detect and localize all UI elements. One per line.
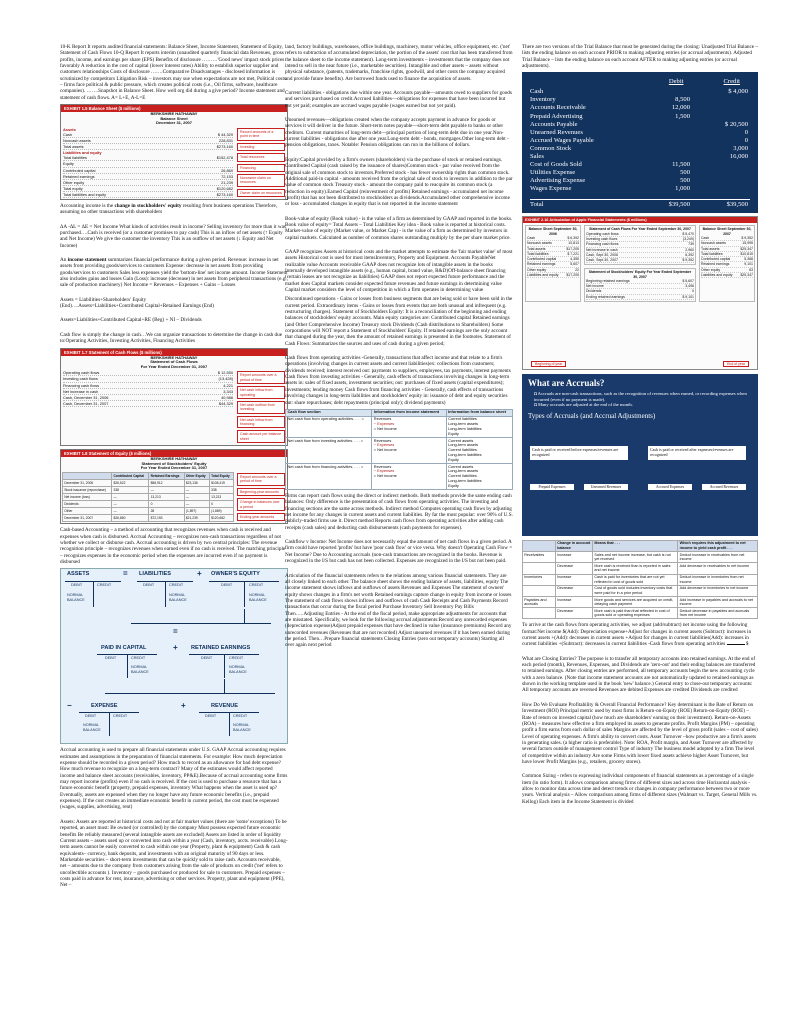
exhibit-note: Beginning-year amounts — [237, 488, 285, 496]
equity-table: Contributed Capital Retained Earnings Other Equity Total Equity December 31, 2006 $26,522 $58,912 $23,136 $108,419 Stock issuance (repurchase) 338 — — 338 Net income (loss) — 13,213 — 13,213 Dividends — 0 — 0 Other — 28 (1,897) (1,869) December 31, 2007 $26,860 $72,153 $21,239 $120,682 — [62, 472, 234, 522]
exhibit-row: Equity — [63, 161, 233, 167]
exhibit-row: Retained earnings 5,607 — [527, 262, 579, 267]
equity-paragraph: Equity:Capital provided by a firm's owners (shareholders) via the purchase of stock or retained earnings. Contributed Capital (cash raised by the issuance of shares)Common stock - par value received from the original sale of common stock to investors.Preferred stock - has fewer ownership rights than common stock. Additional paid-in capital - amounts received from the original sale of stock to investors in addition to the par value of common stock Treasury stock - amount the company paid to reacquire its common stock (a reduction in equity).Earned Capital (reinvestment of profits) Retained earnings - accumulated net income (profit) that has not been distributed to stockholders as dividends.Accumulated other comprehensive income or loss - accumulated changes in equity that is not reported in the income statement — [285, 156, 513, 208]
cashflow-vs-income-paragraph: Cashflow v Income: Net Income does not necessarily equal the amount of net cash flows in a given period. A firm could have reported 'profits' but have 'poor cash flow' or vice versa. Why doesn't Operating Cash Flow = Net Income? Due to Accounting accruals (non-cash transactions are recognized in the books. Revenue is recognized in the I/S but cash has not been collected. Expenses are recognized in the I/S but not been paid. — [285, 539, 513, 565]
exhibit-row: Liabilities and equity $17,205 — [527, 272, 579, 277]
exhibit-note: Change in balances over a period — [237, 498, 285, 511]
accounting-income-paragraph: Accounting income is the change in stockholders' equity resulting from business operations Therefore, assuming no other transactions with shareholders — [60, 203, 278, 216]
exhibit-row: Cash $ 9,352 — [701, 236, 753, 240]
exhibit-row: Total equity $120,682 — [63, 185, 233, 191]
exhibit-row: Noncash assets 228,831 — [63, 138, 233, 144]
exhibit-row: Cash $ 6,392 — [527, 236, 579, 240]
exhibit-note: Total resources — [237, 153, 285, 161]
discontinued-operations-paragraph: Discontinued operations - Gains or losses from business segments that are being sold or have been sold in the current period. Extraordinary items - Gains or losses from events that are both unusual and infrequent (e.g. restructuring charges). Statement of Stockholders Equity: It is a reconciliation of the beginning and ending balances of stockholders' equity accounts. Main equity categories are: Contributed capital Retained earnings (and Other Comprehensive Income) Treasury stock Dividends (Cash distributions to Shareholders) Some corporations will NOT report a Statement of Stockholders' Equity. If retained earnings are the only account that changed during the year, then the amount of retained earnings is presented in the footnotes. Statement of Cash Flows: Summarizes the sources and uses of cash during a given period; — [285, 296, 513, 347]
adjustments-table: Change in account balance Means that . . . Which requires this adjustment to net income to yield cash profit . . . Receivables Increase Sales and net income increase, but cash is not yet received Deduct increase in receivables from net income Decrease More cash is received than is reported in sales and net income Add decrease in receivables to net income Inventories Increase Cash is paid for inventories that are not yet reflected in cost of goods sold Deduct increase in inventories from net income Decrease Cost of goods sold includes inventory costs that were paid for in a prior period Add decrease in inventories to net income Payables and accruals Increase More goods and services are acquired on credit, delaying cash payment Add increase in payables and accruals to net income Decrease More cash is paid than that reflected in cost of goods sold or operating expenses Deduct decrease in payables and accruals from net income — [522, 540, 758, 620]
table-row: Receivables Increase Sales and net income increase, but cash is not yet received Deduct increase in receivables from net income — [523, 552, 758, 563]
trial-balance-row: Wages Expense 1,000 — [530, 184, 690, 192]
exhibit-row: Total assets $273,160 — [63, 144, 233, 150]
ppe-paragraph: land, factory buildings, warehouses, office buildings, machinery, motor vehicles, office equipment, etc. ('net' refers to subtraction of accumulated depreciation, the portion of the assets' cost that has been transferred from the balance sheet to the income statement). Long-term investments – investments that the company does not intend to sell in the near future (i.e., marketable securities). Intangible and other assets – assets without physical substance, (patents, trademarks, franchise rights, goodwill, and other costs the company acquired and provide future benefits). Are borrowed funds used to finance the acquisition of assets. — [285, 44, 513, 82]
equity-exhibit: EXHIBIT 1.8 Statement of Equity ($ millions) BERKSHIRE HATHAWAY Statement of Stockholders' Equity For Year Ended December 31, 2007 Contributed Capital Retained Earnings Other Equity Total Equity December 31, 2006 $26,522 $58,912 $23,136 $108,419 Stock issuance (repurchase) 338 — — 338 Net income (loss) — 13,213 — 13,213 Dividends — 0 — 0 Other — 28 (1,897) (1,869) December 31, 2007 $26,860 $72,153 $21,239 $120,682 Report amounts over a period of time Beginning-year amounts Change in balances over a period Ending-year amounts — [60, 449, 288, 524]
exhibit-note: Record amounts of a point in time — [237, 128, 285, 141]
book-value-paragraph: Book-value of equity (Book value) - is the value of a firm as determined by GAAP and reported in the books. Book value of equity= Total Assets – Total Liabilities Key idea - Book value is reported at historical costs. Market-value of equity (Market value, or Market Cap) - is the value of a firm as determined by investors in capital markets. Calculated as number of common shares outstanding multiply by the per share market price. — [285, 215, 513, 241]
column-1 — [60, 44, 288, 892]
exhibit-row: Contributed capital 26,860 — [63, 167, 233, 173]
exhibit-row: Net income 3,496 — [586, 284, 694, 289]
trial-balance-row: Unearned Revenues 0 — [530, 128, 748, 136]
cash-flow-paragraph: Cash flow is simply the change in cash…We can organize transactions to determine the change in cash due to:Operating Activities, Investing Activities, Financing Activities — [60, 331, 283, 345]
exhibit-row: Investing cash flows (13,428) — [63, 376, 233, 382]
cash-flow-exhibit: EXHIBIT 1.7 Statement of Cash Flows ($ millions) BERKSHIRE HATHAWAY Statement of Cash Flows For Year Ended December 31, 2007 Operating cash flows $ 12,550 Investing cash flows (13,428) Financing cash flows 4,221 Net increase in cash 3,343 Cash, December 31, 2006 40,986 Cash, December 31, 2007 $44,329 Report amounts over a period of time Net cash inflow from operating Net cash outflow from investing Net cash inflow from financing Cash amount per balance sheet — [60, 348, 288, 447]
exhibit-row: Investing cash flows (3,249) — [586, 237, 694, 241]
net-income-paragraph: ΔA -ΔL = ΔE = Net Income What kinds of activities result in income? Selling inventory for more than it was purchased….Cash is received (or a customer promises to pay cash) This is an inflow of net assets (↑ Equity and Net Income) We give the customer the inventory This is an outflow of net assets (↓ Equity and Net Income) — [60, 223, 286, 249]
exhibit-notes — [235, 126, 287, 199]
trial-balance-row: Common Stock 3,000 — [530, 144, 748, 152]
balance-sheet-exhibit: EXHIBIT 1.5 Balance Sheet ($ millions) BERKSHIRE HATHAWAY Balance Sheet December 31, 2007 Assets Cash $ 44,329 Noncash assets 228,831 Total assets $273,160 Liabilities and equity Total liabilities $152,478 Equity Contributed capital 26,860 Retained earnings 72,153 Other equity 21,239 Total equity $120,682 Total liabilities and equity $273,160 Record amounts of a point in time Investing Total resources Financing Nonowner claim on resources Owner claim on resources — [60, 104, 288, 200]
table-row: Inventories Increase Cash is paid for inventories that are not yet reflected in cost of goods sold Deduct increase in inventories from net income — [523, 574, 758, 585]
exhibit-note: Cash amount per balance sheet — [237, 430, 285, 443]
table-row: Net cash flow from financing activities. . . . = Revenues − Expenses = Net income Current assets Long-term assets Current liabilities Long-term liabilities Equity — [286, 464, 513, 490]
exhibit-row: Retained earnings 72,153 — [63, 173, 233, 179]
exhibit-note: Net cash inflow from operating — [237, 386, 285, 399]
table-row: Net income (loss) — 13,213 — 13,213 — [63, 494, 234, 501]
exhibit-row: Assets — [63, 127, 76, 132]
exhibit-note: Report amounts over a period of time — [237, 371, 285, 384]
table-row: December 31, 2006 $26,522 $58,912 $23,136 $108,419 — [63, 480, 234, 487]
exhibit-row: Noncash assets 10,813 — [527, 241, 579, 246]
exhibit-row: Cash, Sept 30, 2006 6,392 — [586, 252, 694, 257]
exhibit-note: Ending-year amounts — [237, 513, 285, 521]
exhibit-row: Net increase in cash 3,343 — [63, 388, 233, 394]
trial-balance-row: Prepaid Advertising 1,500 — [530, 112, 690, 120]
exhibit-header: EXHIBIT 1.5 Balance Sheet ($ millions) — [61, 105, 287, 112]
exhibit-note: Nonowner claim on resources — [237, 174, 285, 187]
column-3 — [522, 44, 758, 808]
exhibit-row: Retained earnings 9,101 — [701, 262, 753, 267]
current-liabilities-paragraph: Current liabilities - obligations due within one year. Accounts payable—amounts owed to suppliers for goods and services purchased on credit.Accrued liabilities—obligations for expenses that have been incurred but not yet paid; examples are accrued wages payable (wages earned but not yet paid). — [285, 90, 512, 109]
exhibit-row: Operating cash flows $ 12,550 — [63, 370, 233, 376]
exhibit-row: Beginning retained earnings $ 5,607 — [586, 278, 694, 283]
exhibit-row: Net increase in cash 2,960 — [586, 247, 694, 252]
exhibit-note: Net cash outflow from investing — [237, 401, 285, 414]
operating-adjustment-paragraph: To arrive at the cash flows from operating activities, we adjust (add/subtract) net income using the following format:Net income $(Add): Depreciation expense+Adjust for changes in current assets (Subtract): increases in current assets +(Add): decreases in current assets +Adjust for changes in current liabilities(Add): increases in current liabilities +(Subtract): decreases in current liabilities -Cash flows from operating activities $ — [522, 622, 752, 648]
articulation-exhibit: EXHIBIT 2.16 Articulation of Apple Financial Statements ($ millions) Balance Sheet September 30, 2006 Cash $ 6,392 Noncash assets 10,813 Total assets $17,205 Total liabilities $ 7,221 Contributed capital 4,355 Retained earnings 5,607 Other equity 22 Liabilities and equity $17,205 Statement of Cash Flows For Year Ended September 30, 2007 Operating cash flows $ 5,470 Investing cash flows (3,249) Financing cash flows 739 Net increase in cash 2,960 Cash, Sept 30, 2006 6,392 Cash, Sept 30, 2007 $ 9,352 Statement of Stockholders' Equity For Year Ended September 30, 2007 Beginning retained earnings $ 5,607 Net income 3,496 Dividends 0 Ending retained earnings $ 9,101 Balance Sheet September 30, 2007 Cash $ 9,352 Noncash assets 15,995 Total assets $25,347 Total liabilities $10,815 Contributed capital 5,368 Retained earnings 9,101 Other equity 63 Liabilities and equity $25,347 Beginning of year End of year — [522, 216, 758, 370]
exhibit-note: Owner claim on resources — [237, 189, 285, 197]
exhibit-row: Operating cash flows $ 5,470 — [586, 231, 694, 236]
trial-balance-row: Sales 16,000 — [530, 152, 748, 160]
exhibit-row: Financing cash flows 4,221 — [63, 382, 233, 388]
assets-paragraph: Assets: Assets are reported at historical costs and not at fair market values (there are 'some' exceptions) To be reported, an asset must: Be owned (or controlled) by the company Must possess expected future economic benefits Be reliably measured (several intangible assets are excluded) Assets are listed in order of liquidity Current assets – assets used up or converted into cash within a year (Cash, inventory, accts. receivable) Long-term assets cannot be easily converted to cash within one year (Property, plant & equipment) Cash & cash equivalents– currency, bank deposits, and investments with an original maturity of 90 days or less. Marketable securities – short-term investments that can be quickly sold to raise cash. Accounts receivable, net – amounts due to the company from customers arising from the sale of products on credit ('net' refers to uncollectible accounts ). Inventory – goods purchased or produced for sale to customers. Prepaid expenses – costs paid in advance for rent, insurance, advertising or other services. Property, plant and equipment (PPE), Net – — [60, 818, 288, 889]
exhibit-row: Noncash assets 15,995 — [701, 241, 753, 246]
trial-balance-row: Accounts Receivable 12,000 — [530, 104, 690, 112]
gaap-accrual-paragraph: Accrual accounting is used to prepare all financial statements under U.S. GAAP Accrual accounting requires estimates and assumptions in the preparation of financial statements. For example: How much depreciation expense should be recorded in a given period? How much to record as an allowance for bad debt expense? How much revenue to recognize on a long-term contract? Many of the estimates would affect reported income and balance sheet accounts (receivables, inventory, PP&E).Because of accrual accounting some firms may report income (profits) even if no cash is received. If the cost is used to purchase a resource that has a future economic benefit (property, prepaid expenses, inventory What happens when the asset is used up? Eventually, assets are expensed when they no longer have any future economic benefits (i.e., prepaid expenses). If the cost creates an immediate economic benefit in current period, the cost must be expensed (wages, supplies, advertising, rent) — [60, 747, 288, 811]
intro-paragraph: 10-K Report It reports audited financial statements: Balance Sheet, Income Statement, Statement of Equity, Statement of Cash Flows 10-Q Report It reports interim (unaudited quarterly financial data Revenues, gross profits, income, and earnings per share (EPS) Benefits of disclosure ………'Good news' impact stock prices favorably A reduction in the cost of capital (lower interest rates) Ability to establish superior supplier and customers relationships Costs of disclosure …….Comparative Disadvantages - disclosed information is scrutinized by competitors Litigation Risk – investors may sue when expectations are not met, Political costs – firms face political & public pressure, which creates political costs (i.e., Oil firms, software, healthcare companies). …….Snapshot in Balance Sheet. How well org did during a give period? Income statement and statement of cash flows. A= L+E, A-L=E — [60, 44, 286, 101]
common-sizing-paragraph: Common Sizing - refers to expressing individual components of financial statements as a percentage of a single item (in ratio form). It allows comparison among firms of different sizes and across time Horizontal analysis - allow to monitor data across time and detect trends or changes in company performance between two or more years. Vertical analysis – Allow comparison among firms of different sizes (Walmart vs. Target, General Mills vs. Kellog) Each item in the Income Statement is divided — [522, 773, 758, 805]
accrual-accounting-paragraph: Cash-based Accounting – a method of accounting that recognizes revenues when cash is received and expenses when cash is disbursed. Accrual Accounting – recognizes non-cash transactions regardless of not whether we collect or disburse cash. Accrual accounting is driven by two central principles: The revenue recognition principle – recognizes revenues when earned even if no cash is received. The matching principle – recognizes expenses in the economic period when the expenses are incurred even if no payment is disbursed — [60, 527, 286, 566]
exhibit-row: Cash, December 31, 2006 40,986 — [63, 394, 233, 400]
table-row: Decrease Cost of goods sold includes inventory costs that were paid for in a prior period Add decrease in inventories to net income — [523, 585, 758, 596]
unearned-revenues-paragraph: Unearned revenues—obligations created when the company accepts payment in advance for goods or services it will deliver in the future. Short-term notes payable—short-term debt payable to banks or other creditors. Current maturities of long-term debt—principal portion of long-term debt due in one year.Non-current liabilities - obligations due after one year.Long-term debt - bonds, mortgages.Other long-term debt - pension obligations, taxes. Notable: Pension obligations can run in the billions of dollars. — [285, 117, 509, 149]
trial-balance-row: Advertising Expense 500 — [530, 176, 690, 184]
table-row: Decrease More cash is received than is reported in sales and net income Add decrease in receivables to net income — [523, 563, 758, 574]
profitability-paragraph: How Do We Evaluate Profitability & Overall Financial Performance? Key determinant is the Rate of Return on Investment (ROI) Principal metric used by most firms is Return-on-Equity (ROE) Return-on-Equity (ROE) – Rate of return on invested capital (how much are shareholders' earning on their investment). Return-on-Assets (ROA) – measures how effective a firm employed its assets to generate profits. Profit Margins (PM) – operating profit a firm earns from each dollar of sales Margins are affected by the level of gross profit (sales – cost of sales) Level of operating expenses. A firm's ability to convert costs. Asset Turnover –how productive are a firm's assets in generating sales. (a higher ratio is preferable). Note: ROA, Profit margin, and Asset Turnover are affected by several factors outside of management control Type of industry The business model adopted by a firm The level of competitive within an industry Are some Firms with lower fixed assets achieve higher Asset Turnover, but have lower Profit Margins (e.g., retailers, grocery stores). — [522, 701, 758, 765]
exhibit-note: Report amounts over a period of time — [237, 473, 285, 486]
exhibit-row: Contributed capital 4,355 — [527, 257, 579, 262]
trial-balance-table: Debit Credit Cash $ 4,000 Inventory 8,500 Accounts Receivable 12,000 Prepaid Advertising 1,500 Accounts Payable $ 20,500 Unearned Revenues 0 Accrued Wages Payable 0 Common Stock 3,000 Sales 16,000 Cost of Goods Sold 11,500 Utilities Expense 500 Advertising Expense 500 Wages Expense 1,000 Total $39,500 $39,500 — [522, 72, 758, 212]
table-row: Net cash flow from investing activities. . . . = Revenues − Expenses = Net income Current assets Long-term assets Current liabilities Long-term liabilities Equity — [286, 438, 513, 464]
cash-flow-activities-paragraph: Cash flows from operating activities -Generally, transactions that affect income and that relate to a firm's operations (involving changes in current assets and current liabilities)ex: collections from customers; dividends received; interest received out: payments to suppliers, employees, tax payments, interest payments Cash flows from investing activities - Generally, cash effects of transactions involving changes in long-term assets in: sales of fixed assets, investment securities; out: purchases of fixed assets (capital expenditures); investments; lending money Cash flows from financing activities - Generally, cash effects of transactions involving changes in long-term liabilities and stockholders' equity in: issuance of debt and equity securities out: share repurchases; debt repayments (principal only); dividend payments) — [285, 355, 511, 406]
exhibit-row: Total liabilities $152,478 — [63, 155, 233, 161]
table-row: Other — 28 (1,897) (1,869) — [63, 508, 234, 515]
exhibit-note: Investing — [237, 143, 285, 151]
accounting-equation-2: Assets=Liabilities+Contributed Capital+RE (Beg) + NI – Dividends — [60, 317, 202, 324]
articulation-paragraph: Articulation of the financial statements refers to the relations among various financial statements. They are all closely linked to each other. The balance sheet shows the ending balance of assets, liabilities, equity The income statement shows inflows and outflows of assets Revenues and Expenses The statement of owners' equity shows changes in a firm's net worth Retained earnings capture change in equity from income or losses The statement of cash flows shows inflows and outflows of cash Cash Receipts and Cash Payments Record transactions that occur during the fiscal period Purchase Inventory Sell Inventory Pay Bills Then…..Adjusting Entries - At the end of the fiscal period, make appropriate adjustments for accounts that are misstated. Specifically, we look for the following accrual adjustments:Record any unrecorded expenses (depreciation expense)Adjust prepaid expenses that have declined in value (insurance premiums) Record any unrecorded revenues (Revenues that are not recorded) Adjust unearned revenues if it has been earned during the period. Then…Prepare financial statements Closing Entries (zero out temporary accounts) Starting all over again next period — [285, 572, 512, 649]
trial-balance-row: Accrued Wages Payable 0 — [530, 136, 748, 144]
exhibit-row: Dividends 0 — [586, 289, 694, 294]
gaap-historical-cost-paragraph: GAAP recognizes Assets at historical costs and the market attempts to estimate the 'fair market value' of most assets Historical cost is used for most itemsInventory, Property and Equipment. Accounts PayableNet realizable value Accounts receivable GAAP does not recognize lots of intangible assets in the books Internally developed intangible assets (e.g., human capital, brand value, R&D)Off-balance sheet financing (certain leases are not recognize as liabilities) GAAP does not report expected future performance and the market does Capital markets consider expected future revenues and future earnings in determining value Capital market considers the level of competition in which a firm operates in determining value — [285, 248, 513, 293]
closing-entries-paragraph: What are Closing Entries? The purpose is to transfer all temporary accounts into retained earnings. At the end of each period (month), Revenues, Expenses, and Dividends are 'zero-out' and their ending balances are transferred to retained earnings. After closing entries are performed, all temporary accounts begin the new accounting cycle with a zero balance. (Note that income statement accounts are not automatically updated to retained earnings as shown in the working template used in the book 'new' balance.) General entry to close-out temporary accounts: All temporary accounts are reversed Revenues are debited Expenses are credited Dividends are credited — [522, 655, 756, 694]
exhibit-row: Total liabilities $ 7,221 — [527, 251, 579, 256]
table-row: Net cash flow from operating activities. . . . = Revenues − Expenses = Net income Current liabilities Long-term assets Long-term liabilities Equity — [286, 416, 513, 437]
income-statement-paragraph: An income statement summarizes financial performance during a given period. Revenue: increase in net assets from providing goods/services to customers Expense: decrease in net assets from providing goods/services to customers Sales less expenses yield the 'bottom-line' net income amount. Income Statement also includes gains and losses Gain (Loss): increase (decrease) in net assets from peripheral transactions (e.g., sale of production machinery) Net Income = Revenues – Expenses + Gains – Losses — [60, 257, 288, 289]
exhibit-note: Net cash inflow from financing — [237, 416, 285, 429]
table-row: Decrease More cash is paid than that reflected in cost of goods sold or operating expenses Deduct decrease in payables and accruals from net income — [523, 608, 758, 619]
exhibit-row: Total liabilities $10,815 — [701, 251, 753, 256]
exhibit-row: Cash $ 44,329 — [63, 132, 233, 138]
exhibit-row: Total assets $17,205 — [527, 246, 579, 251]
cash-flow-sources-table: Cash flow section Information from income statement Information from balance sheet Net cash flow from operating activities. . . . = Revenues − Expenses = Net income Current liabilities Long-term assets Long-term liabilities Equity Net cash flow from investing activities. . . . = Revenues − Expenses = Net income Current assets Long-term assets Current liabilities Long-term liabilities Equity Net cash flow from financing activities. . . . = Revenues − Expenses = Net income Current assets Long-term assets Current liabilities Long-term liabilities Equity — [285, 409, 513, 490]
direct-indirect-paragraph: Firms can report cash flows using the direct or indirect methods. Both methods provide the same ending cash balances: Only difference is the presentation of cash flows from operating activities. The investing and financing sections are the same across methods. Indirect method Computes operating cash flows by adjusting net income for any changes in current assets and current liabilities. By far the most popular: over 90% of U.S. publicly-traded firms use it. Direct method Reports cash flows from operating activities after adding cash receipts (cash sales) and deducting cash disbursements (cash payments for expenses). — [285, 493, 513, 531]
exhibit-row: Cash, December 31, 2007 $44,329 — [63, 400, 233, 406]
table-row: Stock issuance (repurchase) 338 — — 338 — [63, 487, 234, 494]
assets-label: ASSETS — [67, 571, 90, 578]
exhibit-row: Total liabilities and equity $273,160 — [63, 191, 233, 197]
exhibit-row: Other equity 21,239 — [63, 179, 233, 185]
trial-balance-row: Cost of Goods Sold 11,500 — [530, 160, 690, 168]
exhibit-row: Total assets $25,347 — [701, 246, 753, 251]
column-2 — [285, 44, 513, 652]
table-row: Dividends — 0 — 0 — [63, 501, 234, 508]
table-row: December 31, 2007 $26,860 $72,153 $21,239 $120,682 — [63, 515, 234, 522]
accruals-slide: What are Accruals? ◘ Accruals are non-cash transactions, such as the recognition of revenues when earned, or recording expenses when incurred (even if no payment is made). ◘ Many accruals are adjusted at the end of the month. Types of Accruals (and Accrual Adjustments) Cash is paid or received before expenses/revenues are recognized Cash is paid or received after expenses/revenues are recognized Prepaid Expenses Unearned Revenues Accrued Expenses Accrued Revenues — [522, 374, 758, 536]
exhibit-row: Financing cash flows 739 — [586, 242, 694, 247]
exhibit-row: Other equity 22 — [527, 267, 579, 272]
exhibit-row: Contributed capital 5,368 — [701, 257, 753, 262]
exhibit-row: Liabilities and equity — [63, 150, 102, 156]
accounting-equation-diagram: ASSETS LIABILITIES OWNER'S EQUITY = + DEBIT CREDIT DEBIT CREDIT DEBIT CREDIT NORMAL BALANCE NORMAL BALANCE NORMAL BALANCE = PAID IN CAPITAL RETAINED EARNINGS + DEBIT CREDIT DEBIT CREDIT NORMAL BALANCE NORMAL BALANCE EXPENSE REVENUE − + DEBIT CREDIT DEBIT CREDIT NORMAL BALANCE NORMAL BALANCE — [60, 568, 288, 744]
exhibit-table — [61, 126, 235, 199]
exhibit-note: Financing — [237, 164, 285, 172]
trial-balance-paragraph: There are two versions of the Trial Balance that must be generated during the closing: Unadjusted Trial Balance – lists the ending balance on each account PRIOR to making adjusting entries (or accrual adjustments). Adjusted Trial Balance – lists the ending balance on each account AFTER to making adjusting entries (or accrual adjustments). — [522, 44, 758, 70]
table-row: Payables and accruals Increase More goods and services are acquired on credit, delaying cash payment Add increase in payables and accruals to net income — [523, 596, 758, 607]
trial-balance-row: Accounts Payable $ 20,500 — [530, 120, 748, 128]
exhibit-row: Cash, Sept 30, 2007 $ 9,352 — [586, 258, 694, 263]
exhibit-row: Other equity 63 — [701, 267, 753, 272]
trial-balance-row: Inventory 8,500 — [530, 96, 690, 104]
exhibit-row: Ending retained earnings $ 9,101 — [586, 294, 694, 299]
accounting-equation-1: Assets = Liabilities+Shareholders' Equity (End)….Assets=Liabilities+Contributed Capital+Retained Earnings (End) — [60, 296, 214, 310]
trial-balance-row: Cash $ 4,000 — [530, 88, 748, 96]
exhibit-row: Liabilities and equity $25,347 — [701, 272, 753, 277]
trial-balance-row: Utilities Expense 500 — [530, 168, 690, 176]
